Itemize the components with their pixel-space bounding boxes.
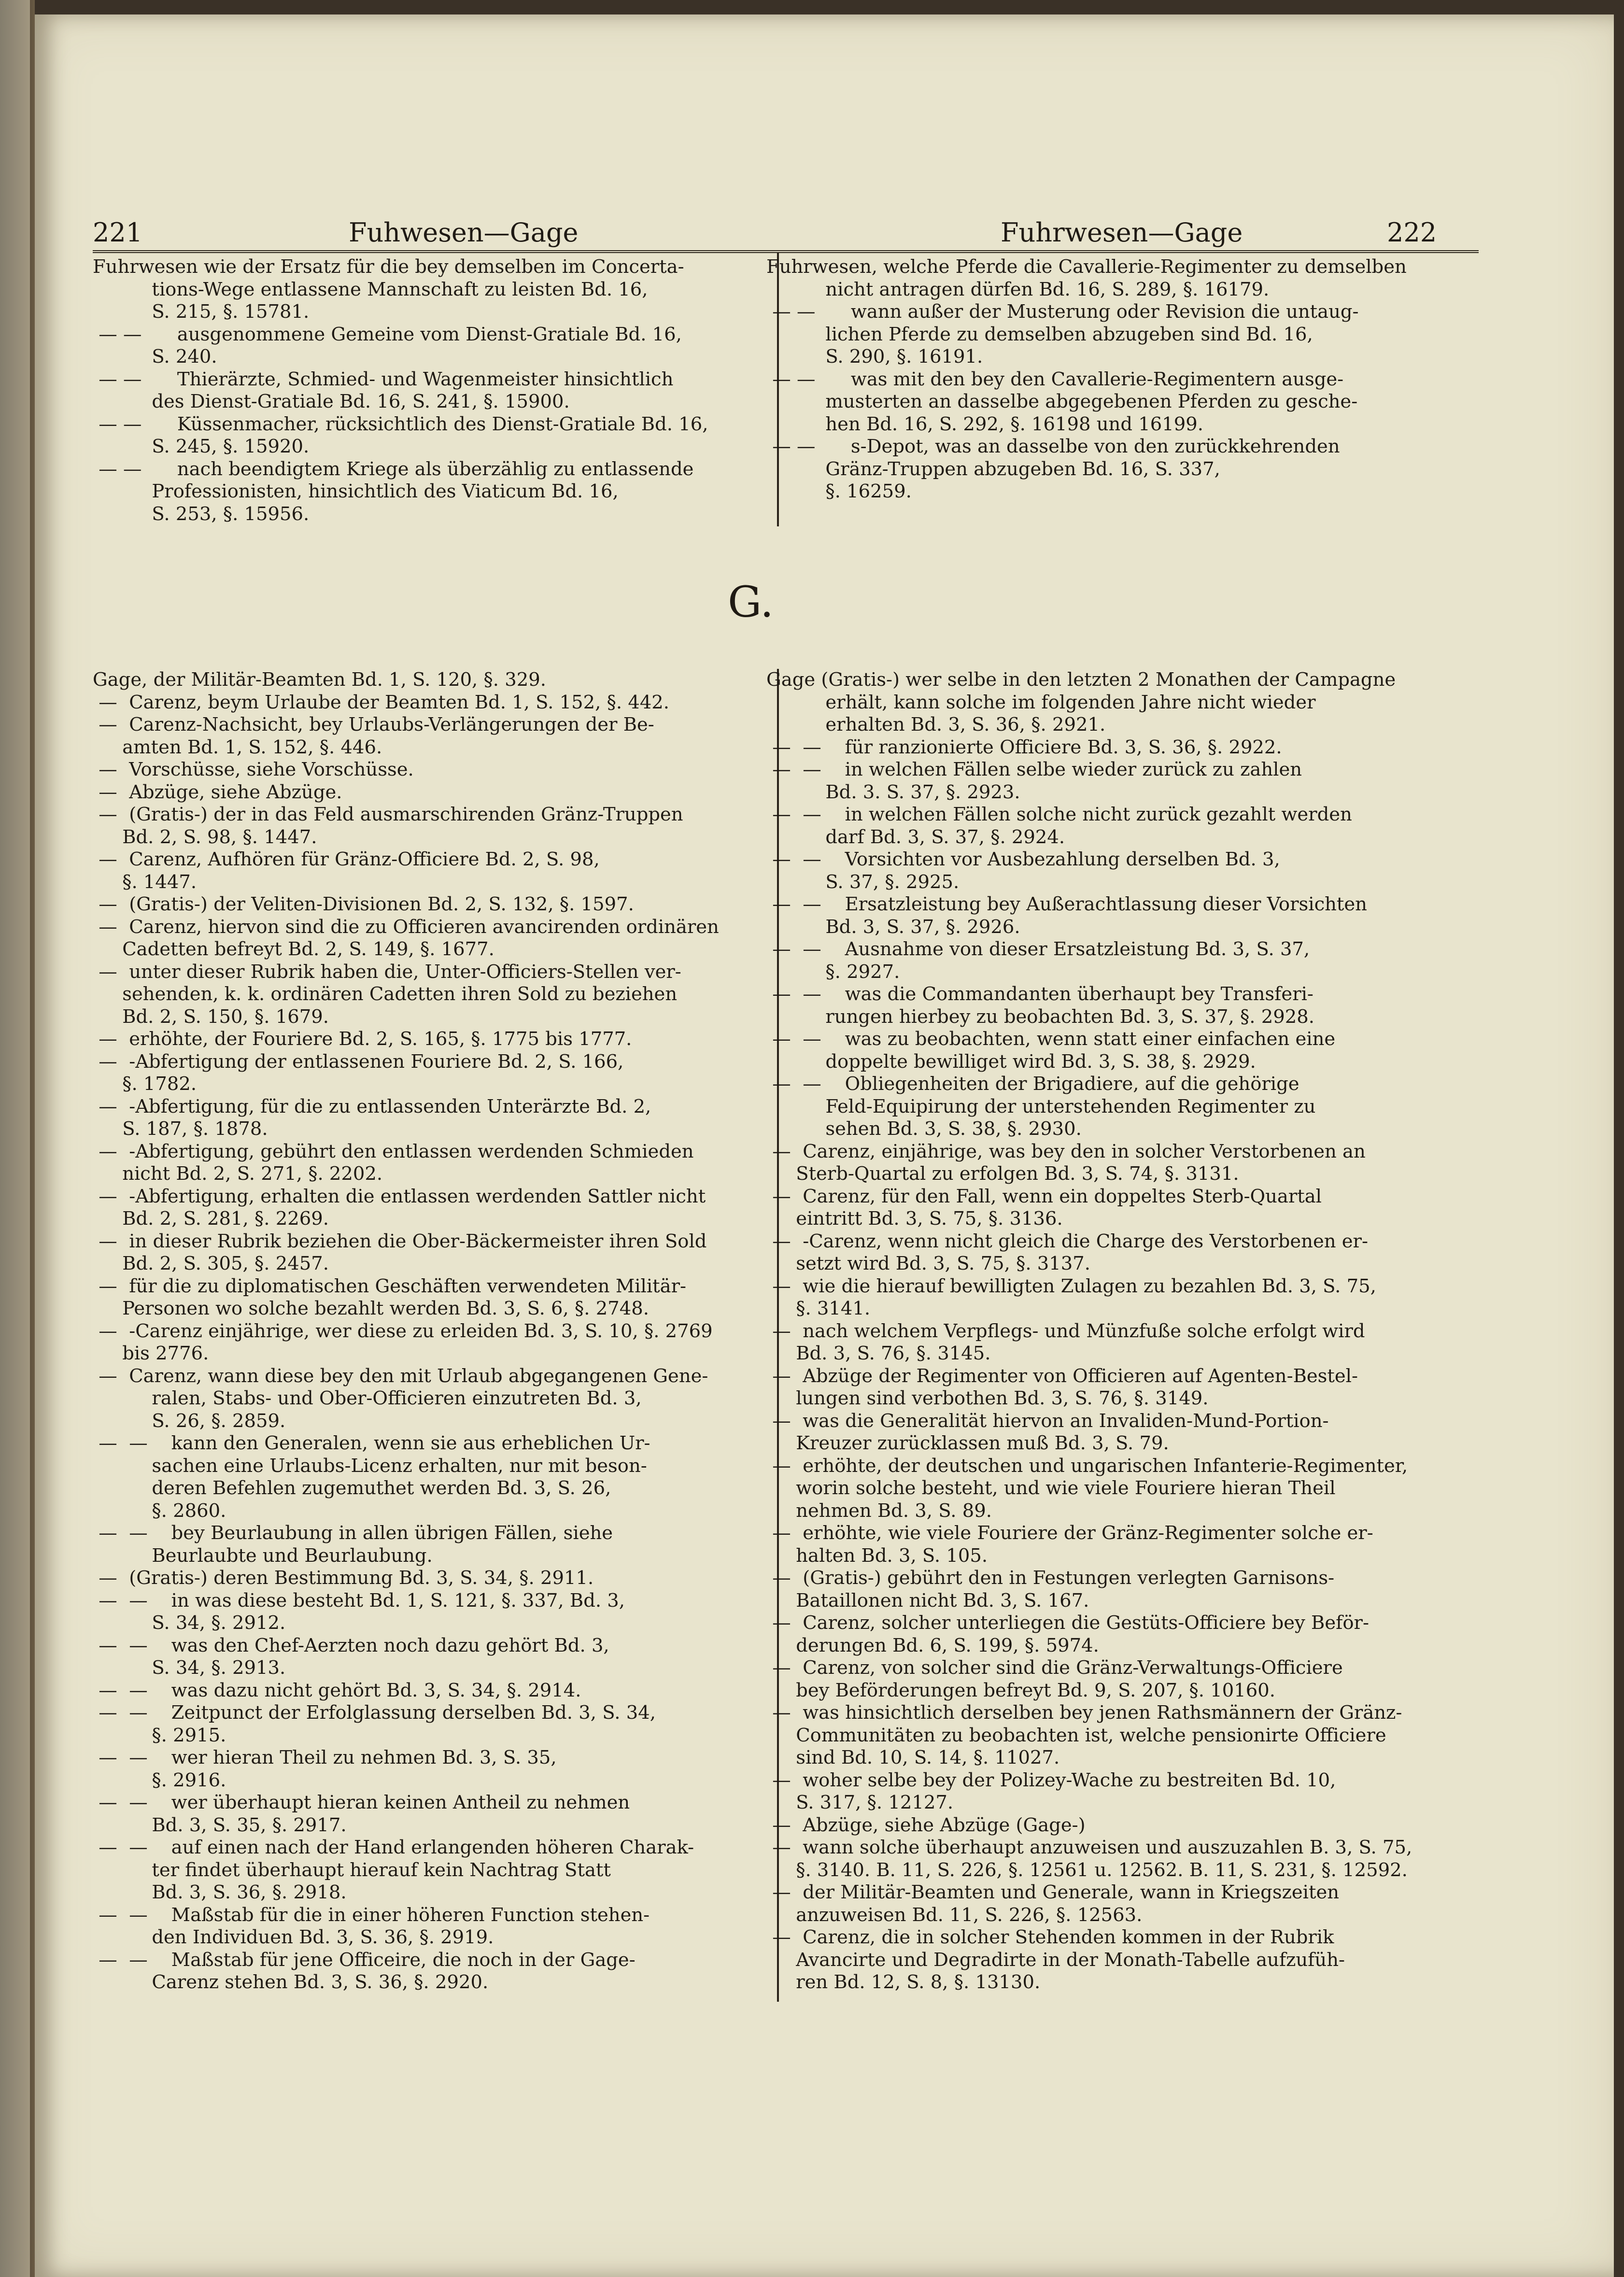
index-line: Kreuzer zurücklassen muß Bd. 3, S. 79. [766, 1432, 1169, 1454]
index-line: — — ausgenommene Gemeine vom Dienst-Gratiale Bd. 16, [93, 323, 682, 345]
index-line: S. 26, §. 2859. [93, 1410, 286, 1432]
section-letter-heading: G. [728, 577, 774, 627]
index-line: — unter dieser Rubrik haben die, Unter-Officiers-Stellen ver- [93, 961, 681, 983]
index-line: ter findet überhaupt hierauf kein Nachtrag Statt [93, 1859, 611, 1881]
index-line: — erhöhte, der deutschen und ungarischen Infanterie-Regimenter, [766, 1455, 1408, 1477]
index-line: Bd. 2, S. 281, §. 2269. [93, 1208, 329, 1230]
index-line: — -Carenz, wenn nicht gleich die Charge des Verstorbenen er- [766, 1230, 1368, 1252]
index-line: §. 3141. [766, 1298, 871, 1319]
index-line: tions-Wege entlassene Mannschaft zu leisten Bd. 16, [93, 278, 648, 300]
index-line: — — für ranzionierte Officiere Bd. 3, S. 36, §. 2922. [766, 736, 1282, 758]
index-line: bis 2776. [93, 1343, 209, 1364]
index-line: Bd. 3, S. 37, §. 2926. [766, 916, 1020, 938]
index-line: §. 2927. [766, 961, 900, 983]
index-line: musterten an dasselbe abgegebenen Pferden zu gesche- [766, 391, 1358, 412]
index-line: S. 34, §. 2913. [93, 1657, 286, 1679]
index-line: Gage, der Militär-Beamten Bd. 1, S. 120, §. 329. [93, 669, 546, 691]
index-line: Feld-Equipirung der unterstehenden Regimenter zu [766, 1095, 1316, 1117]
index-line: — woher selbe bey der Polizey-Wache zu bestreiten Bd. 10, [766, 1769, 1336, 1791]
index-line: nicht antragen dürfen Bd. 16, S. 289, §. 16179. [766, 278, 1270, 300]
index-line: Cadetten befreyt Bd. 2, S. 149, §. 1677. [93, 938, 494, 960]
index-line: S. 187, §. 1878. [93, 1118, 268, 1140]
index-line: — — Thierärzte, Schmied- und Wagenmeister hinsichtlich [93, 368, 674, 390]
index-line: S. 240. [93, 346, 217, 368]
facing-page-edge [0, 0, 30, 2277]
index-line: — — in welchen Fällen solche nicht zurück gezahlt werden [766, 804, 1352, 825]
index-line: — — bey Beurlaubung in allen übrigen Fällen, siehe [93, 1522, 613, 1544]
index-line: — — was zu beobachten, wenn statt einer einfachen eine [766, 1028, 1336, 1050]
index-line: — Carenz, von solcher sind die Gränz-Verwaltungs-Officiere [766, 1657, 1343, 1679]
index-line: §. 16259. [766, 481, 912, 502]
index-line: — Abzüge, siehe Abzüge. [93, 781, 342, 803]
index-line: erhalten Bd. 3, S. 36, §. 2921. [766, 714, 1106, 735]
index-line: anzuweisen Bd. 11, S. 226, §. 12563. [766, 1904, 1143, 1926]
left-running-title: Fuhwesen—Gage [349, 217, 579, 248]
index-line: — (Gratis-) deren Bestimmung Bd. 3, S. 34, §. 2911. [93, 1567, 594, 1589]
index-line: Bd. 3. S. 37, §. 2923. [766, 781, 1020, 803]
index-line: — Carenz, solcher unterliegen die Gestüts-Officiere bey Beför- [766, 1612, 1369, 1634]
column-fuhrwesen-left [93, 256, 764, 525]
index-line: Bd. 3, S. 76, §. 3145. [766, 1343, 991, 1364]
index-line: eintritt Bd. 3, S. 75, §. 3136. [766, 1208, 1063, 1230]
index-line: Bd. 3, S. 35, §. 2917. [93, 1814, 347, 1836]
index-line: Bd. 2, S. 305, §. 2457. [93, 1253, 329, 1274]
header-rule [93, 250, 1479, 253]
index-line: — erhöhte, der Fouriere Bd. 2, S. 165, §. 1775 bis 1777. [93, 1028, 632, 1050]
index-line: sehenden, k. k. ordinären Cadetten ihren Sold zu beziehen [93, 983, 678, 1005]
index-line: Bd. 2, S. 150, §. 1679. [93, 1005, 329, 1028]
index-line: — — was den Chef-Aerzten noch dazu gehört Bd. 3, [93, 1634, 609, 1656]
index-line: — Abzüge, siehe Abzüge (Gage-) [766, 1814, 1086, 1836]
index-line: — für die zu diplomatischen Geschäften verwendeten Militär- [93, 1275, 687, 1297]
index-line: doppelte bewilliget wird Bd. 3, S. 38, §. 2929. [766, 1050, 1256, 1073]
index-line: Professionisten, hinsichtlich des Viaticum Bd. 16, [93, 481, 619, 502]
index-line: — in dieser Rubrik beziehen die Ober-Bäckermeister ihren Sold [93, 1230, 707, 1252]
index-line: — — kann den Generalen, wenn sie aus erheblichen Ur- [93, 1432, 650, 1454]
column-gage-right [766, 669, 1481, 1994]
index-line: — Carenz, hiervon sind die zu Officieren avancirenden ordinären [93, 916, 719, 938]
index-line: Personen wo solche bezahlt werden Bd. 3, S. 6, §. 2748. [93, 1298, 649, 1319]
index-line: — — s-Depot, was an dasselbe von den zurückkehrenden [766, 436, 1340, 457]
index-line: §. 3140. B. 11, S. 226, §. 12561 u. 12562. B. 11, S. 231, §. 12592. [766, 1859, 1408, 1881]
index-line: derungen Bd. 6, S. 199, §. 5974. [766, 1634, 1099, 1656]
index-line: §. 1782. [93, 1073, 197, 1095]
index-line: Sterb-Quartal zu erfolgen Bd. 3, S. 74, §. 3131. [766, 1163, 1239, 1185]
index-line: — — Obliegenheiten der Brigadiere, auf die gehörige [766, 1073, 1299, 1095]
index-line: Fuhrwesen, welche Pferde die Cavallerie-Regimenter zu demselben [766, 256, 1407, 278]
index-line: — Carenz, für den Fall, wenn ein doppeltes Sterb-Quartal [766, 1185, 1322, 1207]
index-line: Avancirte und Degradirte in der Monath-Tabelle aufzufüh- [766, 1949, 1345, 1971]
index-line: — (Gratis-) der in das Feld ausmarschirenden Gränz-Truppen [93, 804, 683, 825]
index-line: S. 37, §. 2925. [766, 871, 960, 893]
index-line: amten Bd. 1, S. 152, §. 446. [93, 736, 382, 758]
index-line: — Vorschüsse, siehe Vorschüsse. [93, 759, 414, 780]
index-line: S. 245, §. 15920. [93, 436, 310, 457]
index-line: hen Bd. 16, S. 292, §. 16198 und 16199. [766, 413, 1203, 435]
index-line: S. 290, §. 16191. [766, 346, 983, 368]
index-line: sachen eine Urlaubs-Licenz erhalten, nur mit beson- [93, 1455, 647, 1477]
index-line: Carenz stehen Bd. 3, S. 36, §. 2920. [93, 1971, 489, 1993]
index-line: — was hinsichtlich derselben bey jenen Rathsmännern der Gränz- [766, 1702, 1402, 1724]
column-fuhrwesen-right [766, 256, 1481, 503]
index-line: Gage (Gratis-) wer selbe in den letzten 2 Monathen der Campagne [766, 669, 1396, 691]
index-line: — — Küssenmacher, rücksichtlich des Dienst-Gratiale Bd. 16, [93, 413, 708, 435]
index-line: erhält, kann solche im folgenden Jahre nicht wieder [766, 691, 1316, 713]
index-line: nicht Bd. 2, S. 271, §. 2202. [93, 1163, 383, 1185]
column-gage-left [93, 669, 764, 1994]
index-line: — Carenz, die in solcher Stehenden kommen in der Rubrik [766, 1926, 1334, 1948]
index-line: §. 2916. [93, 1769, 226, 1791]
index-line: — was die Generalität hiervon an Invaliden-Mund-Portion- [766, 1410, 1329, 1432]
index-line: — Abzüge der Regimenter von Officieren auf Agenten-Bestel- [766, 1365, 1358, 1387]
index-line: — wie die hierauf bewilligten Zulagen zu bezahlen Bd. 3, S. 75, [766, 1275, 1376, 1297]
index-line: — Carenz-Nachsicht, bey Urlaubs-Verlängerungen der Be- [93, 714, 654, 735]
index-line: — Carenz, Aufhören für Gränz-Officiere Bd. 2, S. 98, [93, 849, 600, 870]
index-line: — nach welchem Verpflegs- und Münzfuße solche erfolgt wird [766, 1320, 1365, 1342]
index-line: — — Maßstab für jene Officeire, die noch in der Gage- [93, 1949, 635, 1971]
index-line: Communitäten zu beobachten ist, welche pensionirte Officiere [766, 1724, 1386, 1746]
index-line: — — wer überhaupt hieran keinen Antheil zu nehmen [93, 1792, 630, 1813]
index-line: — erhöhte, wie viele Fouriere der Gränz-Regimenter solche er- [766, 1522, 1373, 1544]
index-line: — — was mit den bey den Cavallerie-Regimentern ausge- [766, 368, 1344, 390]
left-page-number: 221 [93, 217, 143, 248]
index-line: — -Abfertigung, gebührt den entlassen werdenden Schmieden [93, 1140, 694, 1162]
index-line: — wann solche überhaupt anzuweisen und auszuzahlen B. 3, S. 75, [766, 1837, 1412, 1858]
index-line: — — Vorsichten vor Ausbezahlung derselben Bd. 3, [766, 849, 1280, 870]
index-line: — -Abfertigung, erhalten die entlassen werdenden Sattler nicht [93, 1185, 706, 1207]
index-line: — (Gratis-) gebührt den in Festungen verlegten Garnisons- [766, 1567, 1335, 1589]
index-line: Bd. 3, S. 36, §. 2918. [93, 1881, 347, 1903]
index-line: lungen sind verbothen Bd. 3, S. 76, §. 3149. [766, 1387, 1209, 1409]
index-line: deren Befehlen zugemuthet werden Bd. 3, S. 26, [93, 1477, 611, 1499]
index-line: Bd. 2, S. 98, §. 1447. [93, 826, 317, 848]
index-line: — — auf einen nach der Hand erlangenden höheren Charak- [93, 1837, 694, 1858]
index-line: — -Carenz einjährige, wer diese zu erleiden Bd. 3, S. 10, §. 2769 [93, 1320, 713, 1342]
index-line: lichen Pferde zu demselben abzugeben sind Bd. 16, [766, 323, 1313, 345]
index-line: sind Bd. 10, S. 14, §. 11027. [766, 1747, 1060, 1768]
right-page-number: 222 [1387, 217, 1437, 248]
index-line: S. 253, §. 15956. [93, 503, 310, 525]
index-line: §. 2860. [93, 1499, 226, 1522]
book-page [35, 14, 1614, 2277]
index-line: — — was dazu nicht gehört Bd. 3, S. 34, §. 2914. [93, 1679, 581, 1701]
index-line: den Individuen Bd. 3, S. 36, §. 2919. [93, 1926, 494, 1948]
index-line: — Carenz, einjährige, was bey den in solcher Verstorbenen an [766, 1140, 1366, 1162]
index-line: Gränz-Truppen abzugeben Bd. 16, S. 337, [766, 458, 1220, 480]
index-line: Bataillonen nicht Bd. 3, S. 167. [766, 1589, 1089, 1612]
index-line: — — wann außer der Musterung oder Revision die untaug- [766, 301, 1359, 323]
index-line: — -Abfertigung der entlassenen Fouriere Bd. 2, S. 166, [93, 1050, 624, 1073]
index-line: ralen, Stabs- und Ober-Officieren einzutreten Bd. 3, [93, 1387, 642, 1409]
index-line: — — was die Commandanten überhaupt bey Transferi- [766, 983, 1313, 1005]
index-line: Fuhrwesen wie der Ersatz für die bey demselben im Concerta- [93, 256, 684, 278]
index-line: — — in welchen Fällen selbe wieder zurück zu zahlen [766, 759, 1302, 780]
index-line: §. 1447. [93, 871, 197, 893]
index-line: — — wer hieran Theil zu nehmen Bd. 3, S. 35, [93, 1747, 557, 1768]
index-line: darf Bd. 3, S. 37, §. 2924. [766, 826, 1065, 848]
index-line: — (Gratis-) der Veliten-Divisionen Bd. 2, S. 132, §. 1597. [93, 893, 634, 915]
index-line: — — Ausnahme von dieser Ersatzleistung Bd. 3, S. 37, [766, 938, 1310, 960]
index-line: — -Abfertigung, für die zu entlassenden Unterärzte Bd. 2, [93, 1095, 651, 1117]
index-line: des Dienst-Gratiale Bd. 16, S. 241, §. 15900. [93, 391, 570, 412]
index-line: halten Bd. 3, S. 105. [766, 1544, 988, 1567]
index-line: rungen hierbey zu beobachten Bd. 3, S. 37, §. 2928. [766, 1005, 1314, 1028]
index-line: S. 317, §. 12127. [766, 1792, 954, 1813]
index-line: — Carenz, beym Urlaube der Beamten Bd. 1, S. 152, §. 442. [93, 691, 670, 713]
index-line: — — Ersatzleistung bey Außerachtlassung dieser Vorsichten [766, 893, 1367, 915]
index-line: — — Maßstab für die in einer höheren Function stehen- [93, 1904, 650, 1926]
index-line: bey Beförderungen befreyt Bd. 9, S. 207, §. 10160. [766, 1679, 1275, 1701]
index-line: §. 2915. [93, 1724, 226, 1746]
right-running-title: Fuhrwesen—Gage [1001, 217, 1243, 248]
index-line: — der Militär-Beamten und Generale, wann in Kriegszeiten [766, 1881, 1340, 1903]
index-line: nehmen Bd. 3, S. 89. [766, 1499, 992, 1522]
index-line: — — nach beendigtem Kriege als überzählig zu entlassende [93, 458, 694, 480]
index-line: Beurlaubte und Beurlaubung. [93, 1544, 433, 1567]
index-line: S. 34, §. 2912. [93, 1612, 286, 1634]
index-line: setzt wird Bd. 3, S. 75, §. 3137. [766, 1253, 1091, 1274]
index-line: S. 215, §. 15781. [93, 301, 310, 323]
index-line: sehen Bd. 3, S. 38, §. 2930. [766, 1118, 1082, 1140]
index-line: — Carenz, wann diese bey den mit Urlaub abgegangenen Gene- [93, 1365, 708, 1387]
index-line: worin solche besteht, und wie viele Fouriere hieran Theil [766, 1477, 1336, 1499]
index-line: — — in was diese besteht Bd. 1, S. 121, §. 337, Bd. 3, [93, 1589, 625, 1612]
index-line: — — Zeitpunct der Erfolglassung derselben Bd. 3, S. 34, [93, 1702, 656, 1724]
index-line: ren Bd. 12, S. 8, §. 13130. [766, 1971, 1041, 1993]
